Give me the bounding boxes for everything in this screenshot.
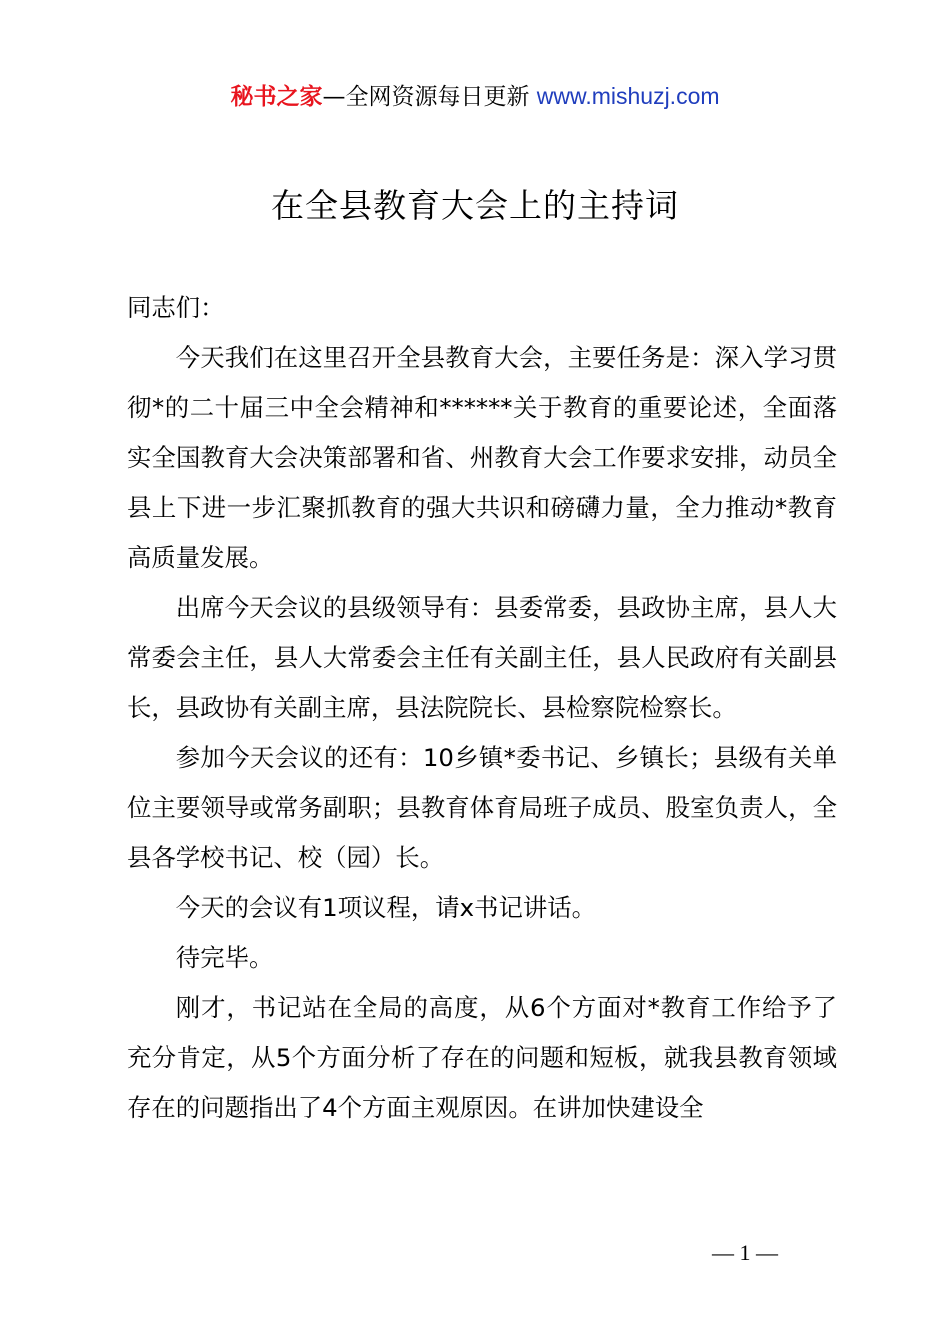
paragraph: 待完毕。 bbox=[175, 943, 274, 972]
document-title: 在全县教育大会上的主持词 bbox=[271, 186, 679, 225]
header-tagline: —全网资源每日更新 bbox=[322, 84, 537, 110]
brand-name: 秘书之家 bbox=[230, 84, 323, 110]
page-number: — 1 — bbox=[712, 1240, 778, 1265]
salutation: 同志们： bbox=[127, 293, 225, 322]
site-url-link[interactable]: www.mishuzj.com bbox=[536, 83, 720, 109]
site-header bbox=[0, 80, 950, 113]
paragraph: 参加今天会议的还有：10乡镇*委书记、乡镇长；县级有关单位主要领导或常务副职；县教育体育局班子成员、股室负责人，全县各学校书记、校（园）长。 bbox=[127, 743, 837, 872]
paragraph: 今天的会议有1项议程，请x书记讲话。 bbox=[175, 893, 597, 922]
document-body bbox=[127, 283, 837, 1133]
paragraph: 刚才，书记站在全局的高度，从6个方面对*教育工作给予了充分肯定，从5个方面分析了存在的问题和短板，就我县教育领域存在的问题指出了4个方面主观原因。在讲加快建设全 bbox=[127, 993, 837, 1122]
paragraph: 出席今天会议的县级领导有：县委常委，县政协主席，县人大常委会主任，县人大常委会主任有关副主任，县人民政府有关副县长，县政协有关副主席，县法院院长、县检察院检察长。 bbox=[127, 593, 837, 722]
paragraph: 今天我们在这里召开全县教育大会，主要任务是：深入学习贯彻*的二十届三中全会精神和******关于教育的重要论述，全面落实全国教育大会决策部署和省、州教育大会工作要求安排，动员全县上下进一步汇聚抓教育的强大共识和磅礴力量，全力推动*教育高质量发展。 bbox=[127, 343, 837, 572]
